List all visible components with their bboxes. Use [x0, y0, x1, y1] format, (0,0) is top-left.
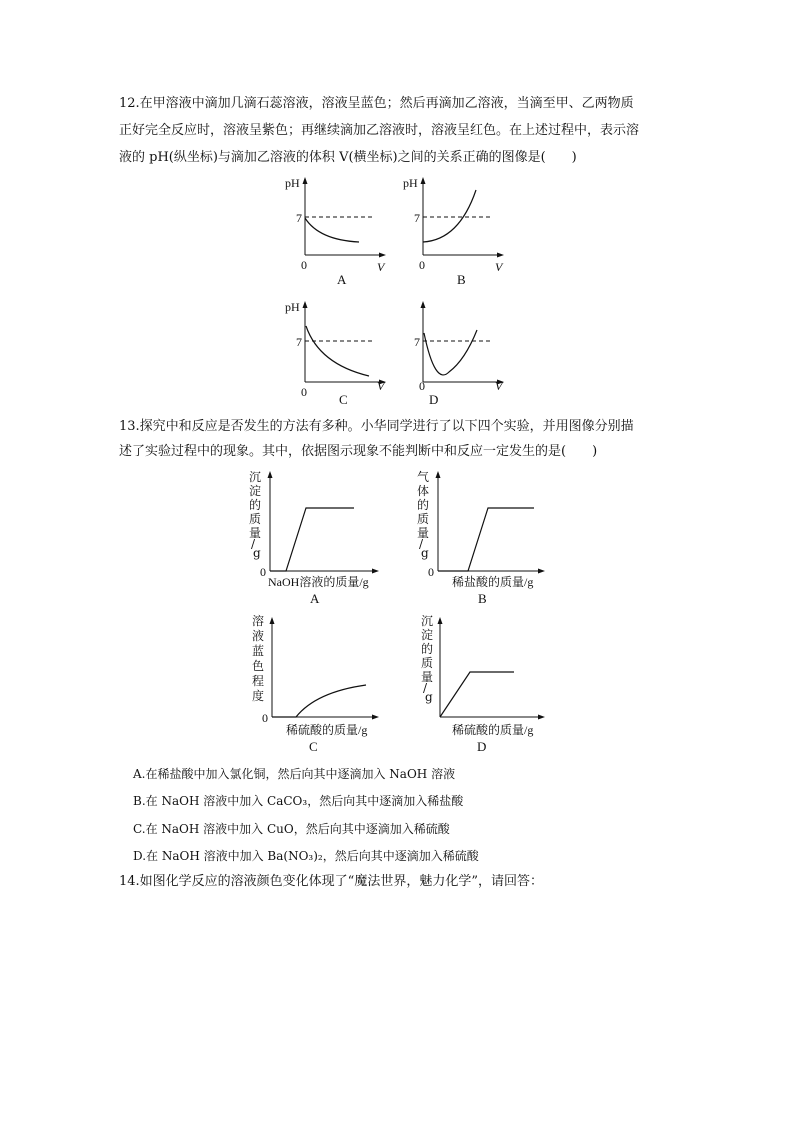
q12-graph-c [283, 296, 393, 408]
q13-d-ychar-3: 质 [421, 656, 434, 670]
q12-d-origin: 0 [419, 379, 425, 393]
q13-c-origin: 0 [262, 711, 268, 725]
q12-graph-b [401, 172, 511, 292]
q13-a-ychar-5: / [251, 537, 256, 551]
q12-line-2: 正好完全反应时，溶液呈紫色；再继续滴加乙溶液时，溶液呈红色。在上述过程中，表示溶 [119, 123, 640, 138]
q13-d-ychar-0: 沉 [421, 614, 434, 628]
q12-c-seven: 7 [296, 335, 302, 349]
q13-d-ychar-6: g [425, 690, 433, 704]
q14-line: 14.如图化学反应的溶液颜色变化体现了“魔法世界，魅力化学”，请回答： [119, 874, 543, 889]
q13-c-ychar-0: 溶 [252, 614, 265, 628]
q12-graph-d [401, 296, 511, 408]
q12-b-ylabel: pH [403, 176, 418, 190]
q13-a-caption: A [310, 591, 320, 606]
q12-graph-a [283, 172, 393, 292]
q13-d-ychar-4: 量 [421, 670, 434, 684]
q13-b-xlabel: 稀盐酸的质量/g [452, 575, 534, 589]
q13-graph-d [412, 612, 562, 757]
q13-graph-b [412, 468, 562, 608]
q13-c-caption: C [309, 739, 318, 754]
q13-b-ychar-2: 的 [417, 498, 430, 512]
q12-line-1: 12.在甲溶液中滴加几滴石蕊溶液，溶液呈蓝色；然后再滴加乙溶液，当滴至甲、乙两物质 [119, 96, 634, 111]
q12-line-3: 液的 pH(纵坐标)与滴加乙溶液的体积 V(横坐标)之间的关系正确的图像是( ) [119, 150, 577, 165]
q13-c-ychar-1: 液 [252, 629, 265, 643]
q13-option-d: D.在 NaOH 溶液中加入 Ba(NO₃)₂，然后向其中逐滴加入稀硫酸 [133, 849, 479, 863]
q13-a-origin: 0 [260, 565, 266, 579]
q12-c-xlabel: V [377, 379, 385, 393]
q12-d-xlabel: V [495, 379, 503, 393]
q13-a-ychar-1: 淀 [249, 484, 262, 498]
q13-c-ychar-2: 蓝 [252, 644, 265, 658]
q12-d-caption: D [429, 392, 439, 407]
q13-d-ychar-1: 淀 [421, 628, 434, 642]
q13-a-ychar-4: 量 [249, 526, 262, 540]
q13-a-ychar-0: 沉 [249, 470, 262, 484]
q12-b-origin: 0 [419, 258, 425, 272]
q12-b-caption: B [457, 272, 466, 287]
q13-c-ychar-4: 程 [252, 674, 265, 688]
q12-b-xlabel: V [495, 260, 503, 274]
q13-b-ychar-4: 量 [417, 526, 430, 540]
q13-b-ychar-5: / [419, 537, 424, 551]
q13-option-a: A.在稀盐酸中加入氯化铜，然后向其中逐滴加入 NaOH 溶液 [133, 767, 456, 781]
q13-option-b: B.在 NaOH 溶液中加入 CaCO₃，然后向其中逐滴加入稀盐酸 [133, 794, 464, 808]
q13-b-ychar-1: 体 [417, 484, 430, 498]
q13-b-caption: B [478, 591, 487, 606]
q12-c-ylabel: pH [285, 300, 300, 314]
q13-b-ychar-0: 气 [417, 470, 430, 484]
q12-a-xlabel: V [377, 260, 385, 274]
q12-b-seven: 7 [414, 211, 420, 225]
q12-a-origin: 0 [301, 258, 307, 272]
q13-b-ychar-6: g [421, 546, 429, 560]
q13-line-1: 13.探究中和反应是否发生的方法有多种。小华同学进行了以下四个实验，并用图像分别描 [119, 419, 634, 434]
q12-c-origin: 0 [301, 385, 307, 399]
q13-graph-a [246, 468, 396, 608]
q13-d-ychar-5: / [423, 681, 428, 695]
q12-a-ylabel: pH [285, 176, 300, 190]
q13-d-xlabel: 稀硫酸的质量/g [452, 723, 534, 737]
q13-option-c: C.在 NaOH 溶液中加入 CuO，然后向其中逐滴加入稀硫酸 [133, 822, 450, 836]
q13-c-ychar-5: 度 [252, 689, 265, 703]
q13-c-ychar-3: 色 [252, 659, 265, 673]
q13-a-ychar-6: g [253, 546, 261, 560]
q13-b-origin: 0 [428, 565, 434, 579]
q12-a-caption: A [337, 272, 347, 287]
q13-a-ychar-2: 的 [249, 498, 262, 512]
q13-line-2: 述了实验过程中的现象。其中，依据图示现象不能判断中和反应一定发生的是( ) [119, 444, 598, 459]
q12-d-seven: 7 [414, 335, 420, 349]
q13-a-xlabel: NaOH溶液的质量/g [268, 575, 369, 589]
q13-graph-c [246, 612, 396, 757]
q12-a-seven: 7 [296, 211, 302, 225]
q13-a-ychar-3: 质 [249, 512, 262, 526]
q12-c-caption: C [339, 392, 348, 407]
q13-c-xlabel: 稀硫酸的质量/g [286, 723, 368, 737]
q13-d-caption: D [477, 739, 487, 754]
q13-b-ychar-3: 质 [417, 512, 430, 526]
q13-d-ychar-2: 的 [421, 642, 434, 656]
